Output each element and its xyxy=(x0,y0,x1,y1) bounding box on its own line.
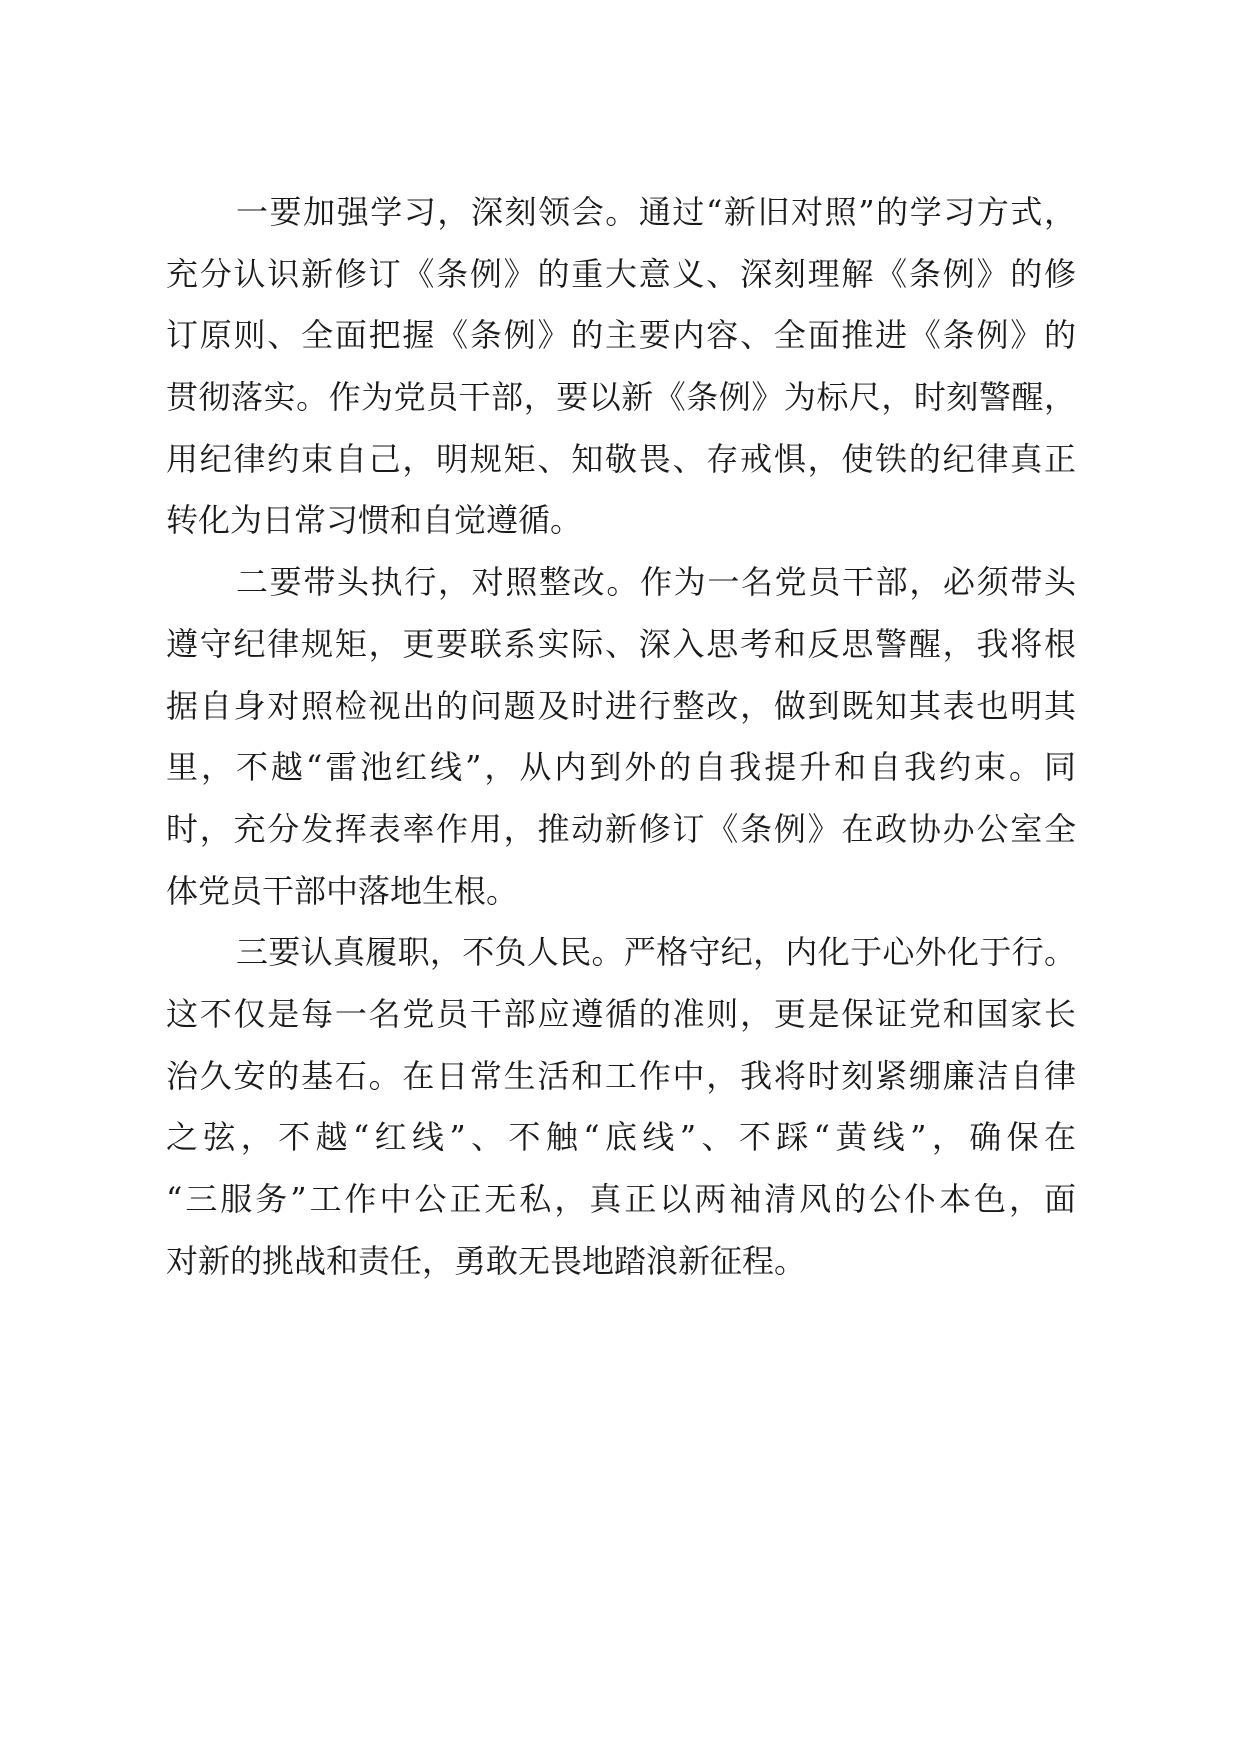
paragraph-line: 时，充分发挥表率作用，推动新修订《条例》在政协办公室全 xyxy=(166,809,1076,848)
paragraph-2 xyxy=(166,552,1076,922)
paragraph-line: 治久安的基石。在日常生活和工作中，我将时刻紧绷廉洁自律 xyxy=(166,1056,1076,1095)
paragraph-line: 一要加强学习，深刻领会。通过“新旧对照”的学习方式， xyxy=(236,193,1076,231)
paragraph-line: 据自身对照检视出的问题及时进行整改，做到既知其表也明其 xyxy=(166,686,1076,725)
paragraph-line: “三服务”工作中公正无私，真正以两袖清风的公仆本色，面 xyxy=(166,1180,1076,1218)
paragraph-line: 订原则、全面把握《条例》的主要内容、全面推进《条例》的 xyxy=(166,316,1076,355)
paragraph-line: 之弦，不越“红线”、不触“底线”、不踩“黄线”，确保在 xyxy=(166,1118,1076,1157)
paragraph-3 xyxy=(166,922,1076,1292)
paragraph-line: 里，不越“雷池红线”，从内到外的自我提升和自我约束。同 xyxy=(166,748,1076,787)
paragraph-line: 遵守纪律规矩，更要联系实际、深入思考和反思警醒，我将根 xyxy=(166,624,1076,663)
paragraph-1 xyxy=(166,182,1076,552)
paragraph-line: 对新的挑战和责任，勇敢无畏地踏浪新征程。 xyxy=(166,1241,807,1280)
paragraph-line: 贯彻落实。作为党员干部，要以新《条例》为标尺，时刻警醒， xyxy=(166,378,1076,417)
paragraph-line: 体党员干部中落地生根。 xyxy=(166,871,519,910)
paragraph-line: 二要带头执行，对照整改。作为一名党员干部，必须带头 xyxy=(236,563,1076,602)
paragraph-line: 充分认识新修订《条例》的重大意义、深刻理解《条例》的修 xyxy=(166,254,1076,293)
paragraph-line: 用纪律约束自己，明规矩、知敬畏、存戒惧，使铁的纪律真正 xyxy=(166,439,1076,478)
paragraph-line: 转化为日常习惯和自觉遵循。 xyxy=(166,501,583,540)
paragraph-line: 这不仅是每一名党员干部应遵循的准则，更是保证党和国家长 xyxy=(166,994,1076,1033)
document-body xyxy=(166,182,1076,1292)
paragraph-line: 三要认真履职，不负人民。严格守纪，内化于心外化于行。 xyxy=(236,933,1076,972)
